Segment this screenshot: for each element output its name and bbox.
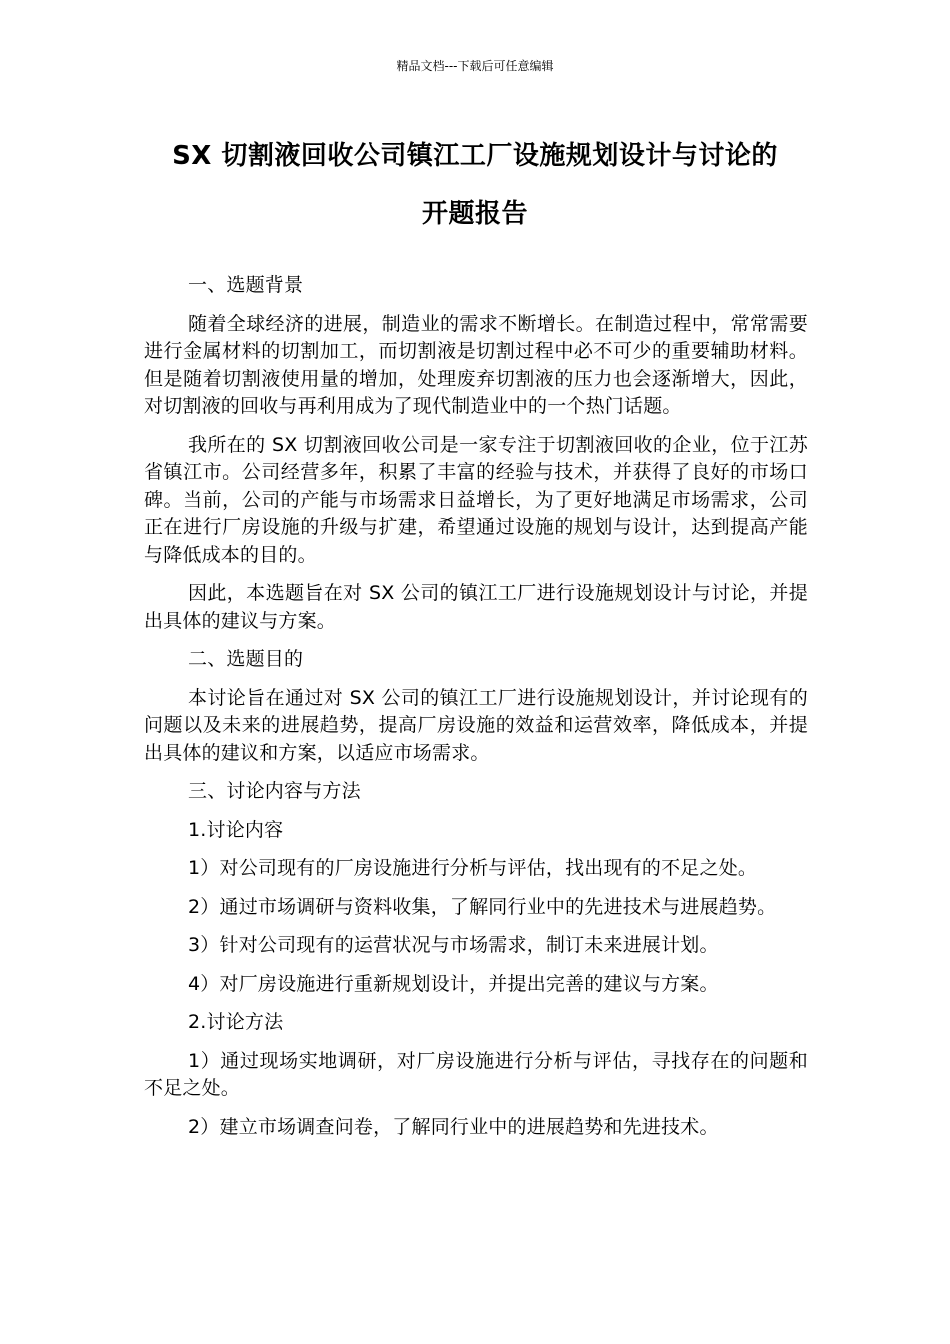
list-item: 3）针对公司现有的运营状况与市场需求，制订未来进展计划。 bbox=[188, 934, 719, 956]
paragraph-background-3: 因此，本选题旨在对 SX 公司的镇江工厂进行设施规划设计与讨论，并提出具体的建议与方案。 bbox=[144, 582, 808, 632]
paragraph-background-1: 随着全球经济的进展，制造业的需求不断增长。在制造过程中，常常需要进行金属材料的切割加工，而切割液是切割过程中必不可少的重要辅助材料。但是随着切割液使用量的增加，处理废弃切割液的压力也会逐渐增大，因此，对切割液的回收与再利用成为了现代制造业中的一个热门话题。 bbox=[144, 312, 808, 417]
list-item: 2）通过市场调研与资料收集，了解同行业中的先进技术与进展趋势。 bbox=[188, 895, 777, 918]
subheading-method: 2.讨论方法 bbox=[188, 1011, 284, 1033]
subheading-content: 1.讨论内容 bbox=[188, 818, 284, 841]
list-item: 4）对厂房设施进行重新规划设计，并提出完善的建议与方案。 bbox=[188, 972, 719, 995]
document-body bbox=[144, 272, 808, 1152]
section-heading-content-method: 三、讨论内容与方法 bbox=[188, 780, 361, 802]
section-heading-background: 一、选题背景 bbox=[188, 274, 304, 296]
document-title-line-2: 开题报告 bbox=[421, 199, 528, 229]
list-item: 1）通过现场实地调研，对厂房设施进行分析与评估，寻找存在的问题和不足之处。 bbox=[144, 1049, 808, 1099]
section-heading-purpose: 二、选题目的 bbox=[188, 648, 304, 670]
document-title-line-1: SX 切割液回收公司镇江工厂设施规划设计与讨论的 bbox=[172, 141, 778, 171]
list-item: 2）建立市场调查问卷，了解同行业中的进展趋势和先进技术。 bbox=[188, 1115, 719, 1138]
list-item: 1）对公司现有的厂房设施进行分析与评估，找出现有的不足之处。 bbox=[188, 857, 758, 879]
paragraph-background-2: 我所在的 SX 切割液回收公司是一家专注于切割液回收的企业，位于江苏省镇江市。公司经营多年，积累了丰富的经验与技术，并获得了良好的市场口碑。当前，公司的产能与市场需求日益增长，为了更好地满足市场需求，公司正在进行厂房设施的升级与扩建，希望通过设施的规划与设计，达到提高产能与降低成本的目的。 bbox=[144, 433, 808, 566]
header-note: 精品文档---下载后可任意编辑 bbox=[396, 59, 554, 73]
paragraph-purpose: 本讨论旨在通过对 SX 公司的镇江工厂进行设施规划设计，并讨论现有的问题以及未来的进展趋势，提高厂房设施的效益和运营效率，降低成本，并提出具体的建议和方案，以适应市场需求。 bbox=[144, 686, 808, 764]
